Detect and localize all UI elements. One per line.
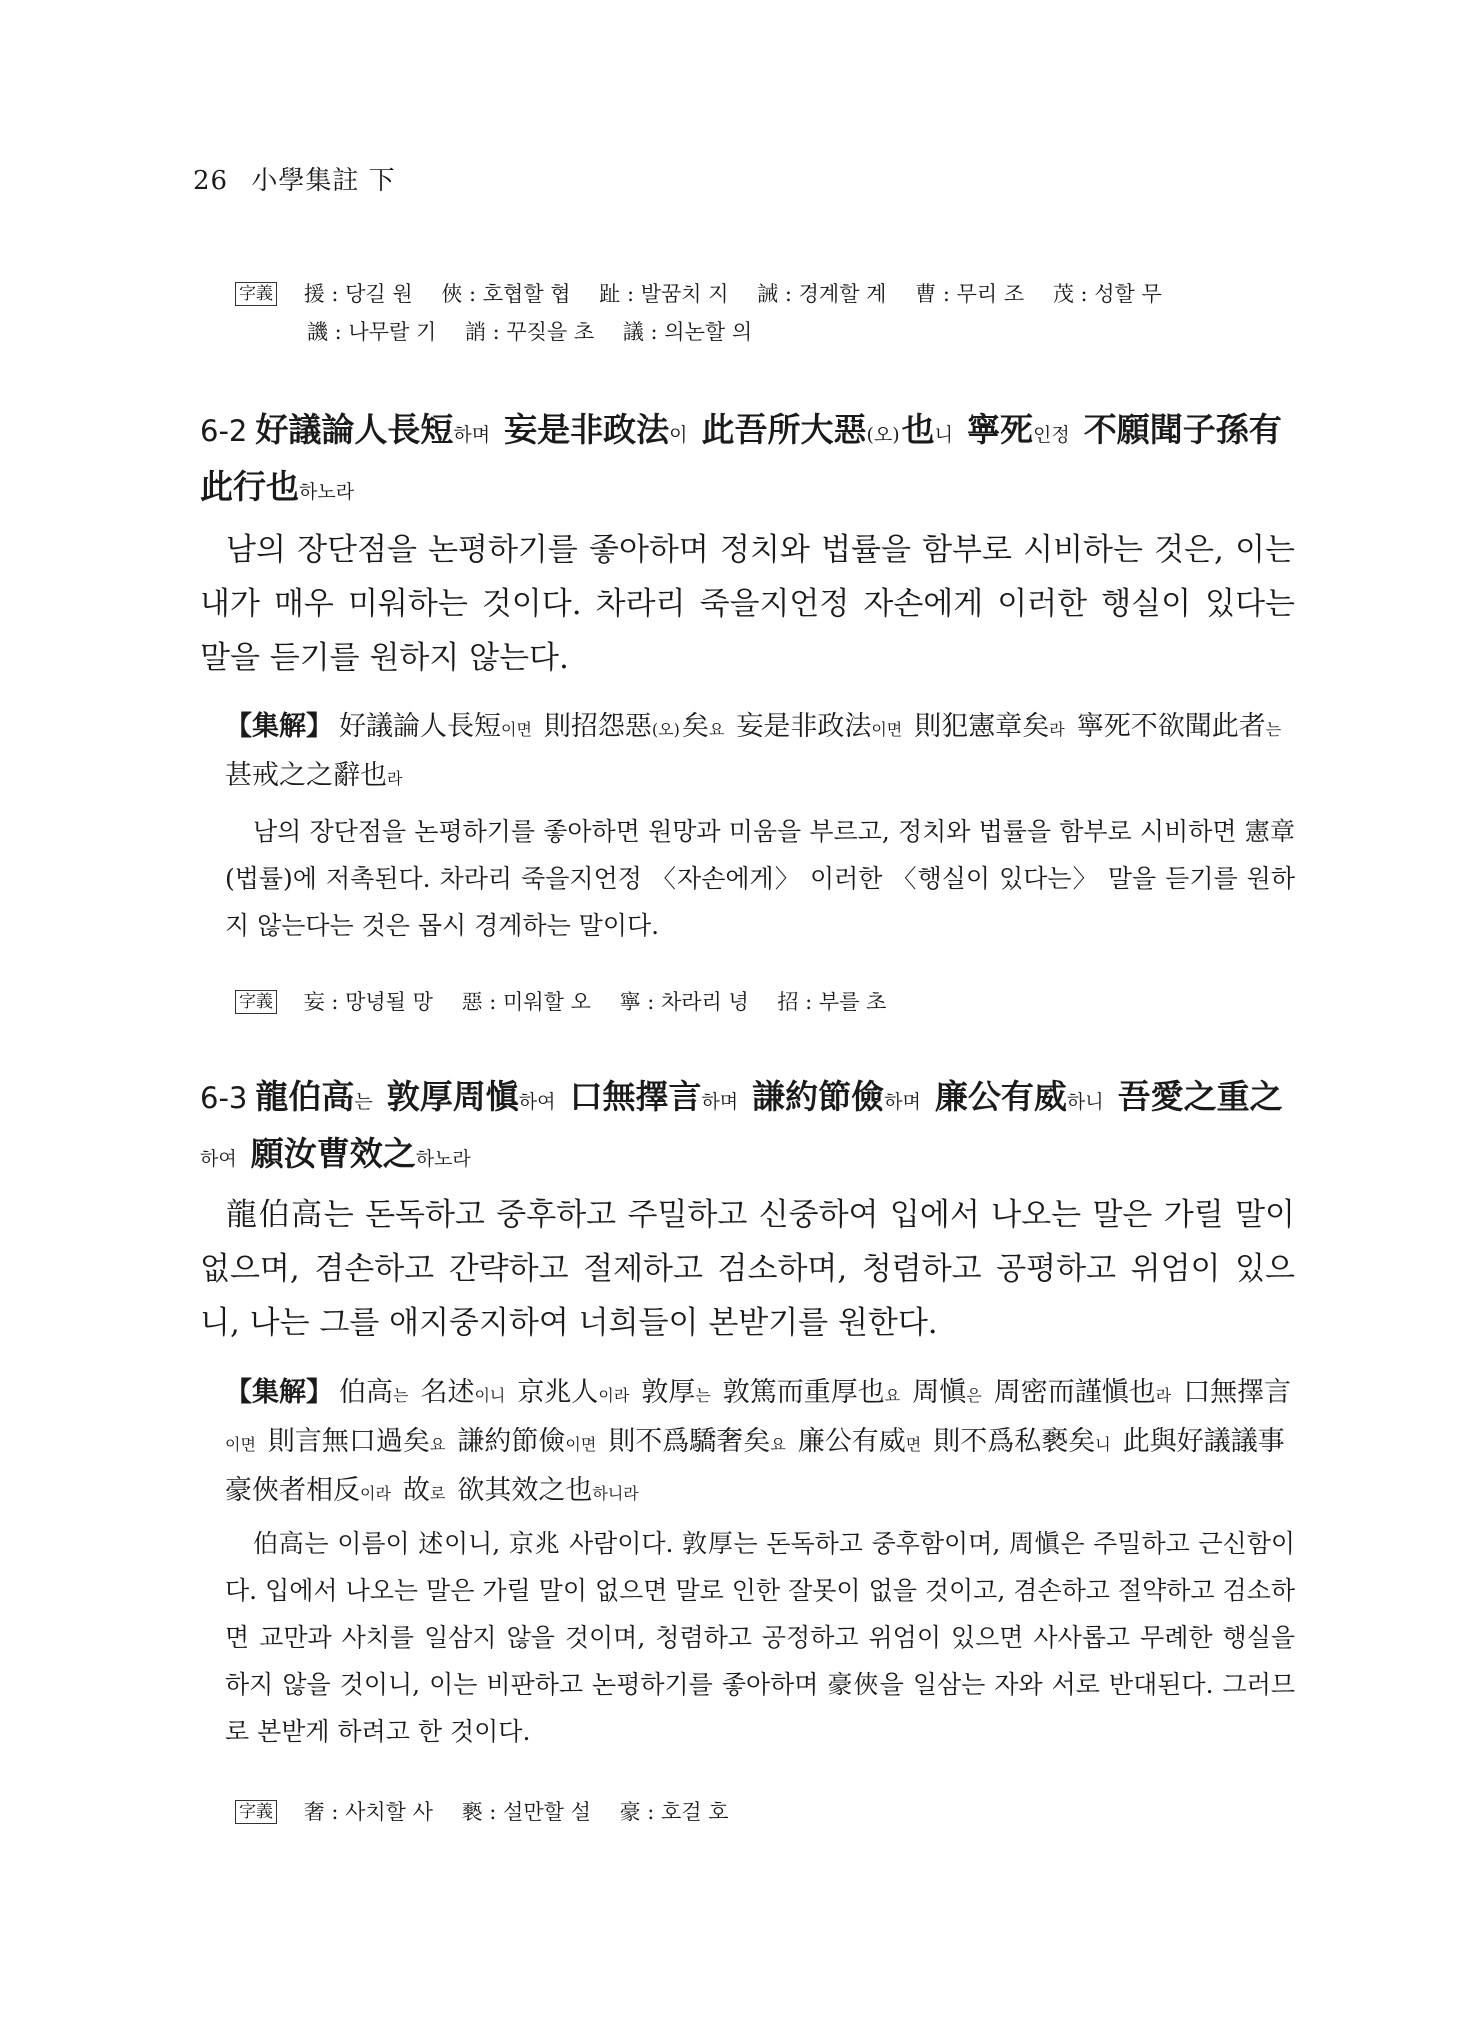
glossary-item: 議 : 의논할 의 — [622, 320, 753, 344]
section-6-2-jijie-translation: 남의 장단점을 논평하기를 좋아하면 원망과 미움을 부르고, 정치와 법률을 함부로 시비하면 憲章(법률)에 저촉된다. 차라리 죽을지언정 〈자손에게〉 이러한 〈행실이 있다는〉 말을 듣기를 원하지 않는다는 것은 몹시 경계하는 말이다. — [225, 817, 1295, 940]
glossary-item: 褻 : 설만할 설 — [461, 1800, 591, 1824]
glossary-item: 援 : 당길 원 — [303, 282, 413, 306]
glossary-item: 譏 : 나무랄 기 — [307, 320, 437, 344]
glossary-item: 奢 : 사치할 사 — [303, 1800, 433, 1824]
glossary-item: 誚 : 꾸짖을 초 — [464, 320, 595, 344]
jijie-label: 【集解】 — [225, 1377, 333, 1408]
section-6-2-text: 6-2 好議論人長短하며 妄是非政法이 此吾所大惡(오)也니 寧死인정 不願聞子孫有此行也하노라 — [200, 410, 1282, 506]
section-6-2-jijie: 【集解】 好議論人長短이면 則招怨惡(오)矣요 妄是非政法이면 則犯憲章矣라 寧死不欲聞此者는甚戒之之辭也라 — [225, 711, 1282, 791]
glossary-item: 茂 : 성할 무 — [1052, 282, 1162, 306]
glossary-item: 妄 : 망녕될 망 — [303, 990, 433, 1014]
ziyi-tag: 字義 — [235, 1800, 277, 1824]
glossary-item: 曹 : 무리 조 — [915, 282, 1025, 306]
ziyi-glossary-1 — [235, 275, 1295, 351]
glossary-item: 俠 : 호협할 협 — [441, 282, 571, 306]
glossary-item: 豪 : 호걸 호 — [619, 1800, 729, 1824]
book-title: 小學集註 下 — [251, 166, 396, 196]
jijie-label: 【集解】 — [225, 711, 333, 742]
glossary-item: 寧 : 차라리 녕 — [619, 990, 749, 1014]
running-header — [193, 160, 396, 197]
section-6-3-text: 6-3 龍伯高는 敦厚周愼하여 口無擇言하며 謙約節儉하며 廉公有威하니 吾愛之重之하여 願汝曹效之하노라 — [200, 1077, 1283, 1173]
glossary-item: 招 : 부를 초 — [777, 990, 887, 1014]
section-number: 6-3 — [200, 1081, 248, 1115]
page-number: 26 — [193, 166, 229, 196]
section-6-2-translation: 남의 장단점을 논평하기를 좋아하며 정치와 법률을 함부로 시비하는 것은, 이는 내가 매우 미워하는 것이다. 차라리 죽을지언정 자손에게 이러한 행실이 있다는 말을 듣기를 원하지 않는다. — [200, 532, 1295, 676]
ziyi-glossary-2 — [235, 983, 1295, 1021]
glossary-item: 誡 : 경계할 계 — [757, 282, 887, 306]
ziyi-glossary-3 — [235, 1793, 1295, 1831]
section-number: 6-2 — [200, 414, 248, 448]
ziyi-tag: 字義 — [235, 282, 277, 306]
glossary-item: 惡 : 미워할 오 — [461, 990, 591, 1014]
section-6-3-jijie-translation: 伯高는 이름이 述이니, 京兆 사람이다. 敦厚는 돈독하고 중후함이며, 周愼은 주밀하고 근신함이다. 입에서 나오는 말은 가릴 말이 없으면 말로 인한 잘못이 없을 것이고, 겸손하고 절약하고 검소하면 교만과 사치를 일삼지 않을 것이며, 청렴하고 공정하고 위엄이 있으면 사사롭고 무례한 행실을 하지 않을 것이니, 이는 비판하고 논평하기를 좋아하며 豪俠을 일삼는 자와 서로 반대된다. 그러므로 본받게 하려고 한 것이다. — [225, 1529, 1295, 1746]
section-6-3-jijie: 【集解】 伯高는 名述이니 京兆人이라 敦厚는 敦篤而重厚也요 周愼은 周密而謹愼也라 口無擇言이면 則言無口過矣요 謙約節儉이면 則不爲驕奢矣요 廉公有威면 則不爲私褻矣니 此與好議議事豪俠者相反이라 故로 欲其效之也하니라 — [225, 1377, 1292, 1506]
glossary-item: 趾 : 발꿈치 지 — [599, 282, 729, 306]
section-6-3-translation: 龍伯高는 돈독하고 중후하고 주밀하고 신중하여 입에서 나오는 말은 가릴 말이 없으며, 겸손하고 간략하고 절제하고 검소하며, 청렴하고 공평하고 위엄이 있으니, 나는 그를 애지중지하여 너희들이 본받기를 원한다. — [200, 1197, 1295, 1341]
ziyi-tag: 字義 — [235, 990, 277, 1014]
